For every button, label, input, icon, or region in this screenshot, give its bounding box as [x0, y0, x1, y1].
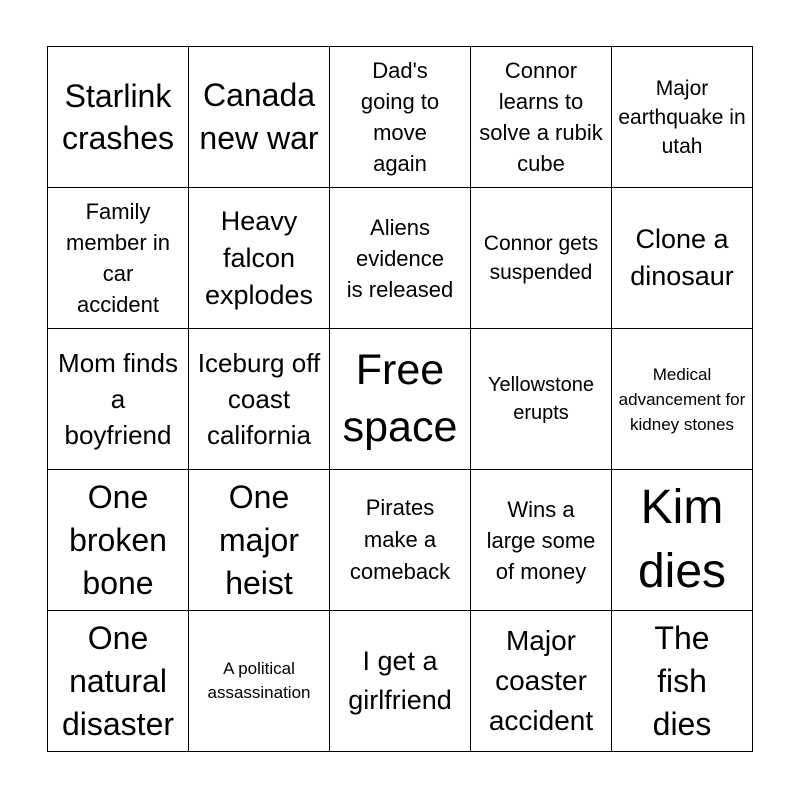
bingo-board [47, 46, 753, 752]
cell-text: Mom finds a boyfriend [58, 348, 178, 450]
bingo-cell[interactable] [330, 470, 471, 611]
cell-text: Dad's going to move again [360, 58, 440, 176]
cell-text: Free space [342, 346, 458, 451]
bingo-cell[interactable] [471, 188, 612, 329]
bingo-cell[interactable] [48, 470, 189, 611]
cell-text: A political assassination [207, 659, 311, 702]
bingo-cell[interactable] [330, 47, 471, 188]
cell-text: Iceburg off coast california [197, 348, 321, 450]
bingo-cell[interactable] [189, 329, 330, 470]
cell-text: Heavy falcon explodes [204, 205, 314, 310]
bingo-cell[interactable] [48, 47, 189, 188]
cell-text: Aliens evidence is released [346, 214, 454, 302]
bingo-cell[interactable] [48, 611, 189, 752]
bingo-cell[interactable] [189, 47, 330, 188]
bingo-cell[interactable] [612, 470, 753, 611]
free-space-cell[interactable] [330, 329, 471, 470]
bingo-cell[interactable] [48, 329, 189, 470]
bingo-cell[interactable] [471, 47, 612, 188]
cell-text: Connor gets suspended [483, 232, 599, 284]
cell-text: One broken bone [69, 478, 167, 601]
cell-text: Family member in car accident [66, 199, 170, 317]
cell-text: The fish dies [652, 619, 712, 742]
bingo-cell[interactable] [471, 470, 612, 611]
bingo-cell[interactable] [471, 329, 612, 470]
bingo-cell[interactable] [189, 188, 330, 329]
bingo-cell[interactable] [48, 188, 189, 329]
cell-text: Kim dies [637, 481, 727, 598]
cell-text: Connor learns to solve a rubik cube [479, 58, 603, 176]
cell-text: Starlink crashes [61, 78, 175, 156]
cell-text: Major earthquake in utah [618, 76, 746, 158]
cell-text: Clone a dinosaur [630, 224, 734, 291]
bingo-cell[interactable] [612, 329, 753, 470]
bingo-cell[interactable] [330, 188, 471, 329]
cell-text: Medical advancement for kidney stones [618, 364, 746, 434]
cell-text: One major heist [218, 478, 299, 601]
cell-text: Canada new war [199, 77, 319, 156]
cell-text: Yellowstone erupts [487, 374, 594, 424]
bingo-cell[interactable] [189, 611, 330, 752]
bingo-cell[interactable] [612, 188, 753, 329]
bingo-cell[interactable] [330, 611, 471, 752]
bingo-cell[interactable] [612, 47, 753, 188]
bingo-cell[interactable] [189, 470, 330, 611]
bingo-cell[interactable] [612, 611, 753, 752]
cell-text: Wins a large some of money [486, 496, 596, 584]
bingo-cell[interactable] [471, 611, 612, 752]
cell-text: Major coaster accident [488, 625, 594, 736]
cell-text: Pirates make a comeback [349, 495, 451, 584]
cell-text: One natural disaster [61, 619, 175, 742]
cell-text: I get a girlfriend [348, 646, 452, 715]
